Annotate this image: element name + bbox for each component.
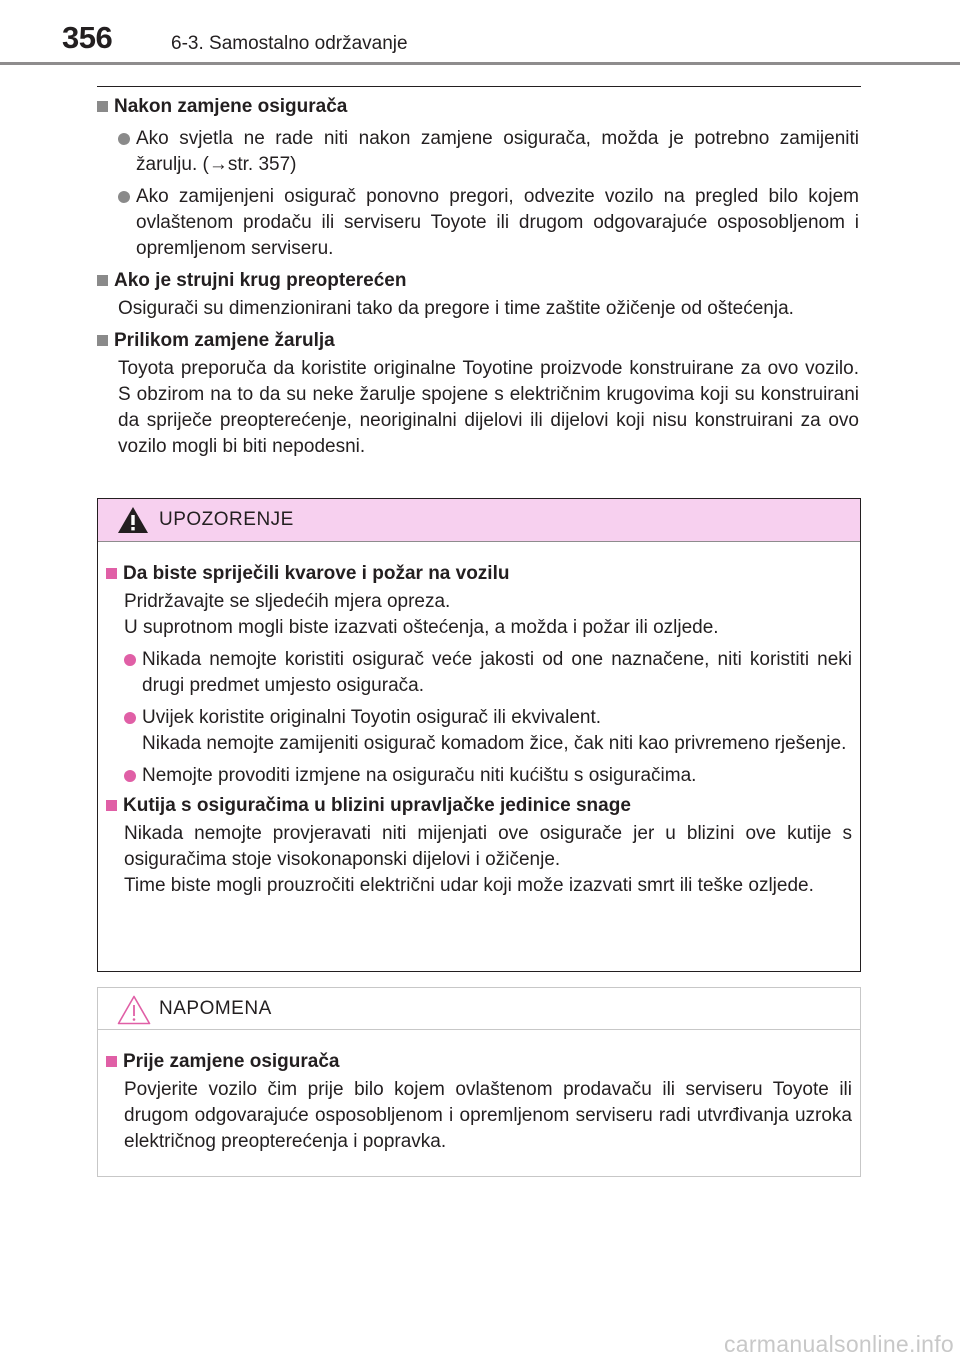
section-heading: Prilikom zamjene žarulja — [97, 328, 859, 354]
list-item: Ako svjetla ne rade niti nakon zamjene osigurača, možda je potrebno zamijeniti žarulju. (→str. 357) — [97, 126, 859, 178]
notice-header — [98, 988, 860, 1030]
warning-heading: Kutija s osiguračima u blizini upravljačke jedinice snage — [106, 793, 852, 819]
section-text: Toyota preporuča da koristite originalne Toyotine proizvode konstruirane za ovo vozilo. S obzirom na to da su neke žarulje spojene s električnim krugovima koji su konstruirani da spriječe preopterećenje, neoriginalni dijelovi ili dijelovi koji nisu konstruirani za ovo vozilo mogli bi biti nepodesni. — [118, 358, 859, 457]
notice-text: Povjerite vozilo čim prije bilo kojem ovlaštenom prodavaču ili serviseru Toyote ili drugom odgovarajuće osposobljenom i opremljenom serviseru radi utvrđivanja uzroka električnog preopterećenja i popravka. — [124, 1079, 852, 1152]
list-item: Nemojte provoditi izmjene na osiguraču niti kućištu s osiguračima. — [106, 763, 852, 789]
section-heading: Ako je strujni krug preopterećen — [97, 268, 859, 294]
header-rule — [0, 62, 960, 65]
round-bullet-icon — [124, 712, 136, 724]
round-bullet-icon — [118, 133, 130, 145]
list-item: Uvijek koristite originalni Toyotin osigurač ili ekvivalent. Nikada nemojte zamijeniti osigurač komadom žice, čak niti kao privremeno rješenje. — [106, 705, 852, 757]
notice-body — [98, 1030, 860, 1155]
square-bullet-icon — [97, 275, 108, 286]
warning-heading: Da biste spriječili kvarove i požar na vozilu — [106, 561, 852, 587]
square-bullet-icon — [97, 335, 108, 346]
watermark: carmanualsonline.info — [723, 1331, 954, 1357]
square-bullet-icon — [106, 568, 117, 579]
section-heading: Nakon zamjene osigurača — [97, 94, 859, 120]
warning-box — [97, 498, 861, 972]
list-item: Nikada nemojte koristiti osigurač veće jakosti od one naznačene, niti koristiti neki drugi predmet umjesto osigurača. — [106, 647, 852, 699]
chapter-title: 6-3. Samostalno održavanje — [171, 33, 408, 54]
square-bullet-icon — [106, 1056, 117, 1067]
list-item: Ako zamijenjeni osigurač ponovno pregori, odvezite vozilo na pregled bilo kojem ovlaštenom prodaču ili serviseru Toyote ili drugom odgovarajuće osposobljenom i opremljenom serviseru. — [97, 184, 859, 262]
warning-header — [98, 499, 860, 542]
caution-outline-icon — [117, 995, 151, 1025]
warning-text: Time biste mogli prouzročiti električni udar koji može izazvati smrt ili teške ozljede. — [124, 875, 814, 896]
page-header — [0, 0, 960, 66]
warning-title: UPOZORENJE — [159, 509, 294, 530]
warning-text: Pridržavajte se sljedećih mjera opreza. — [124, 591, 451, 612]
round-bullet-icon — [124, 654, 136, 666]
section-text: Osigurači su dimenzionirani tako da pregore i time zaštite ožičenje od oštećenja. — [118, 298, 794, 319]
warning-triangle-icon — [117, 506, 149, 534]
notice-heading: Prije zamjene osigurača — [106, 1049, 852, 1075]
warning-text: U suprotnom mogli biste izazvati oštećenja, a možda i požar ili ozljede. — [124, 617, 719, 638]
page-number: 356 — [62, 20, 113, 55]
main-content — [97, 94, 859, 460]
round-bullet-icon — [118, 191, 130, 203]
warning-body — [98, 542, 860, 899]
square-bullet-icon — [106, 800, 117, 811]
warning-text: Nikada nemojte provjeravati niti mijenjati ove osigurače jer u blizini ove kutije s osiguračima stoje visokonaponski dijelovi i ožičenje. — [124, 823, 852, 870]
notice-box — [97, 987, 861, 1177]
notice-title: NAPOMENA — [159, 998, 272, 1019]
square-bullet-icon — [97, 101, 108, 112]
section-rule — [97, 86, 861, 87]
round-bullet-icon — [124, 770, 136, 782]
